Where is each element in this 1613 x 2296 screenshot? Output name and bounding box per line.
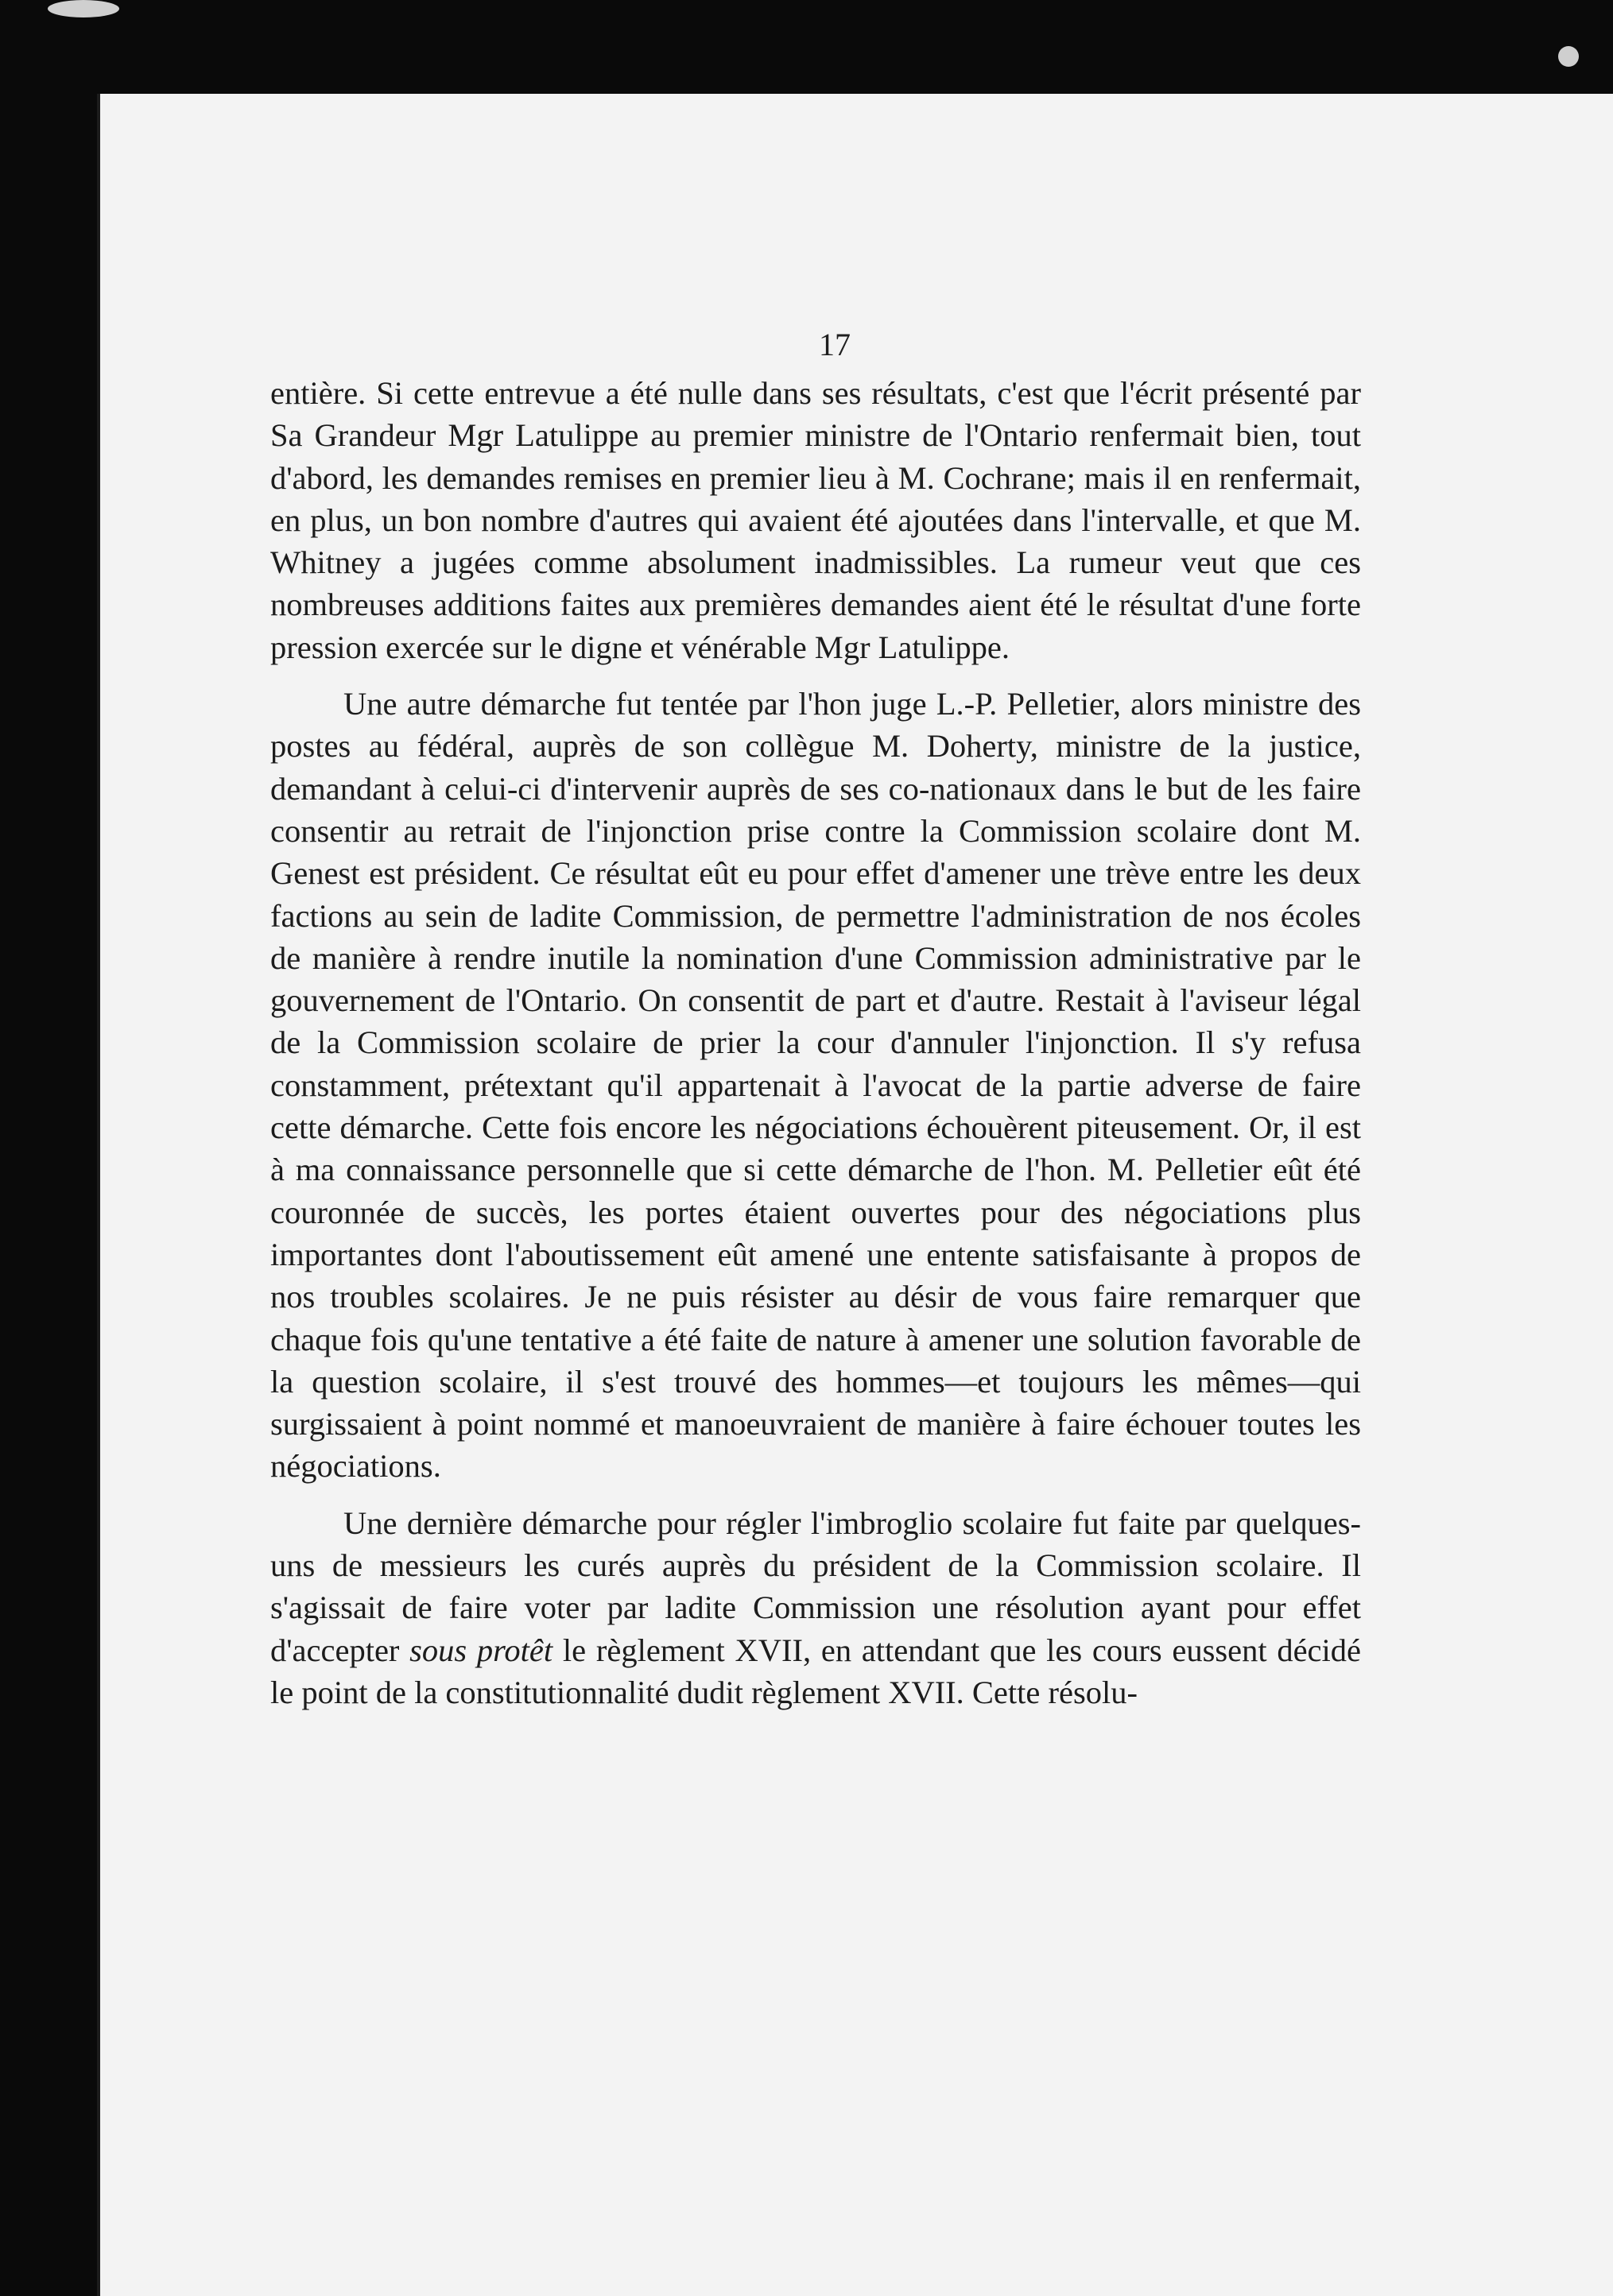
paragraph-text: Une dernière démarche pour régler l'imbroglio scolaire fut faite par quelques-uns de messieurs les curés auprès du président de la Commission scolaire. Il s'agissait de faire voter par ladite Commission une résolution ayant pour effet d'accepter [270, 1504, 1361, 1668]
paragraph: Une autre démarche fut tentée par l'hon juge L.-P. Pelletier, alors ministre des postes au fédéral, auprès de son collègue M. Doherty, ministre de la justice, demandant à celui-ci d'intervenir auprès de ses co-nationaux dans le but de les faire consentir au retrait de l'injonction prise contre la Commission scolaire dont M. Genest est président. Ce résultat eût eu pour effet d'amener une trève entre les deux factions au sein de ladite Commission, de permettre l'administration de nos écoles de manière à rendre inutile la nomination d'une Commission administrative par le gouvernement de l'Ontario. On consentit de part et d'autre. Restait à l'aviseur légal de la Commission scolaire de prier la cour d'annuler l'injonction. Il s'y refusa constamment, prétextant qu'il appartenait à l'avocat de la partie adverse de faire cette démarche. Cette fois encore les négociations échouèrent piteusement. Or, il est à ma connaissance personnelle que si cette démarche de l'hon. M. Pelletier eût été couronnée de succès, les portes étaient ouvertes pour des négociations plus importantes dont l'aboutissement eût amené une entente satisfaisante à propos de nos troubles scolaires. Je ne puis résister au désir de vous faire remarquer que chaque fois qu'une tentative a été faite de nature à amener une solution favorable de la question scolaire, il s'est trouvé des hommes—et toujours les mêmes—qui surgissaient à point nommé et manoeuvraient de manière à faire échouer toutes les négociations. [270, 686, 1361, 1485]
scan-artifact [1558, 46, 1579, 67]
italic-phrase: sous protêt [409, 1632, 553, 1668]
paragraph-text: le règlement XVII, en attendant que les cours eussent décidé le point de la constitutionnalité dudit règlement XVII. Cette résolu- [270, 1632, 1361, 1710]
page-number: 17 [819, 327, 851, 362]
scan-artifact [48, 0, 119, 17]
paragraph: entière. Si cette entrevue a été nulle dans ses résultats, c'est que l'écrit présenté par Sa Grandeur Mgr Latulippe au premier ministre de l'Ontario renfermait bien, tout d'abord, les demandes remises en premier lieu à M. Cochrane; mais il en renfermait, en plus, un bon nombre d'autres qui avaient été ajoutées dans l'intervalle, et que M. Whitney a jugées comme absolument inadmissibles. La rumeur veut que ces nombreuses additions faites aux premières demandes aient été le résultat d'une forte pression exercée sur le digne et vénérable Mgr Latulippe. [270, 375, 1361, 665]
paragraph [270, 1502, 1361, 1713]
body-text [270, 372, 1361, 1713]
